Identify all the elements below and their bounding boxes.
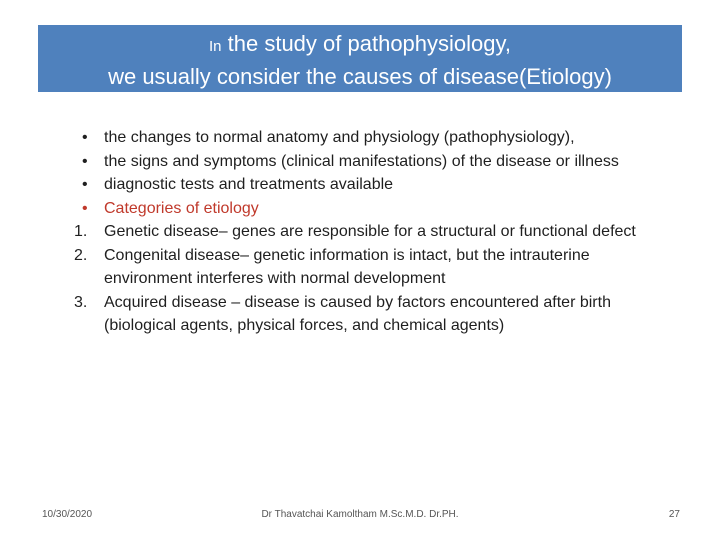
number-marker: 2. [74, 246, 88, 264]
bullet-marker: • [82, 129, 88, 146]
title-line-1-text: the study of pathophysiology, [221, 31, 511, 56]
bullet-marker: • [82, 199, 88, 217]
bullet-item-categories [82, 197, 682, 221]
numbered-item-acquired [74, 291, 682, 338]
bullet-item-signs [82, 150, 682, 174]
bullet-item-anatomy [82, 126, 682, 150]
footer-author: Dr Thavatchai Kamoltham M.Sc.M.D. Dr.PH. [261, 509, 459, 520]
footer-date: 10/30/2020 [42, 509, 93, 520]
bullet-text: Categories of etiology [104, 199, 259, 217]
title-line-2: we usually consider the causes of disease(Etiology) [108, 64, 612, 89]
slide-title [38, 25, 682, 92]
bullet-item-diagnostic [82, 173, 682, 197]
bullet-text: diagnostic tests and treatments available [104, 176, 394, 193]
number-marker: 3. [74, 293, 88, 311]
number-marker: 1. [74, 223, 88, 240]
numbered-text: Acquired disease – disease is caused by factors encountered after birth (biological agents, physical forces, and chemical agents) [104, 293, 611, 334]
title-line-1 [38, 29, 682, 62]
numbered-text: Genetic disease– genes are responsible for a structural or functional defect [104, 223, 636, 240]
bullet-marker: • [82, 152, 88, 170]
bullet-text: the signs and symptoms (clinical manifestations) of the disease or illness [104, 152, 619, 170]
numbered-text: Congenital disease– genetic information is intact, but the intrauterine environment interferes with normal development [104, 246, 590, 287]
slide-content [74, 126, 682, 338]
numbered-item-congenital [74, 244, 682, 291]
numbered-item-genetic [74, 220, 682, 244]
bullet-marker: • [82, 176, 88, 193]
footer-page-number: 27 [668, 509, 680, 520]
bullet-text: the changes to normal anatomy and physiology (pathophysiology), [104, 129, 575, 146]
title-prefix: In [209, 38, 222, 55]
